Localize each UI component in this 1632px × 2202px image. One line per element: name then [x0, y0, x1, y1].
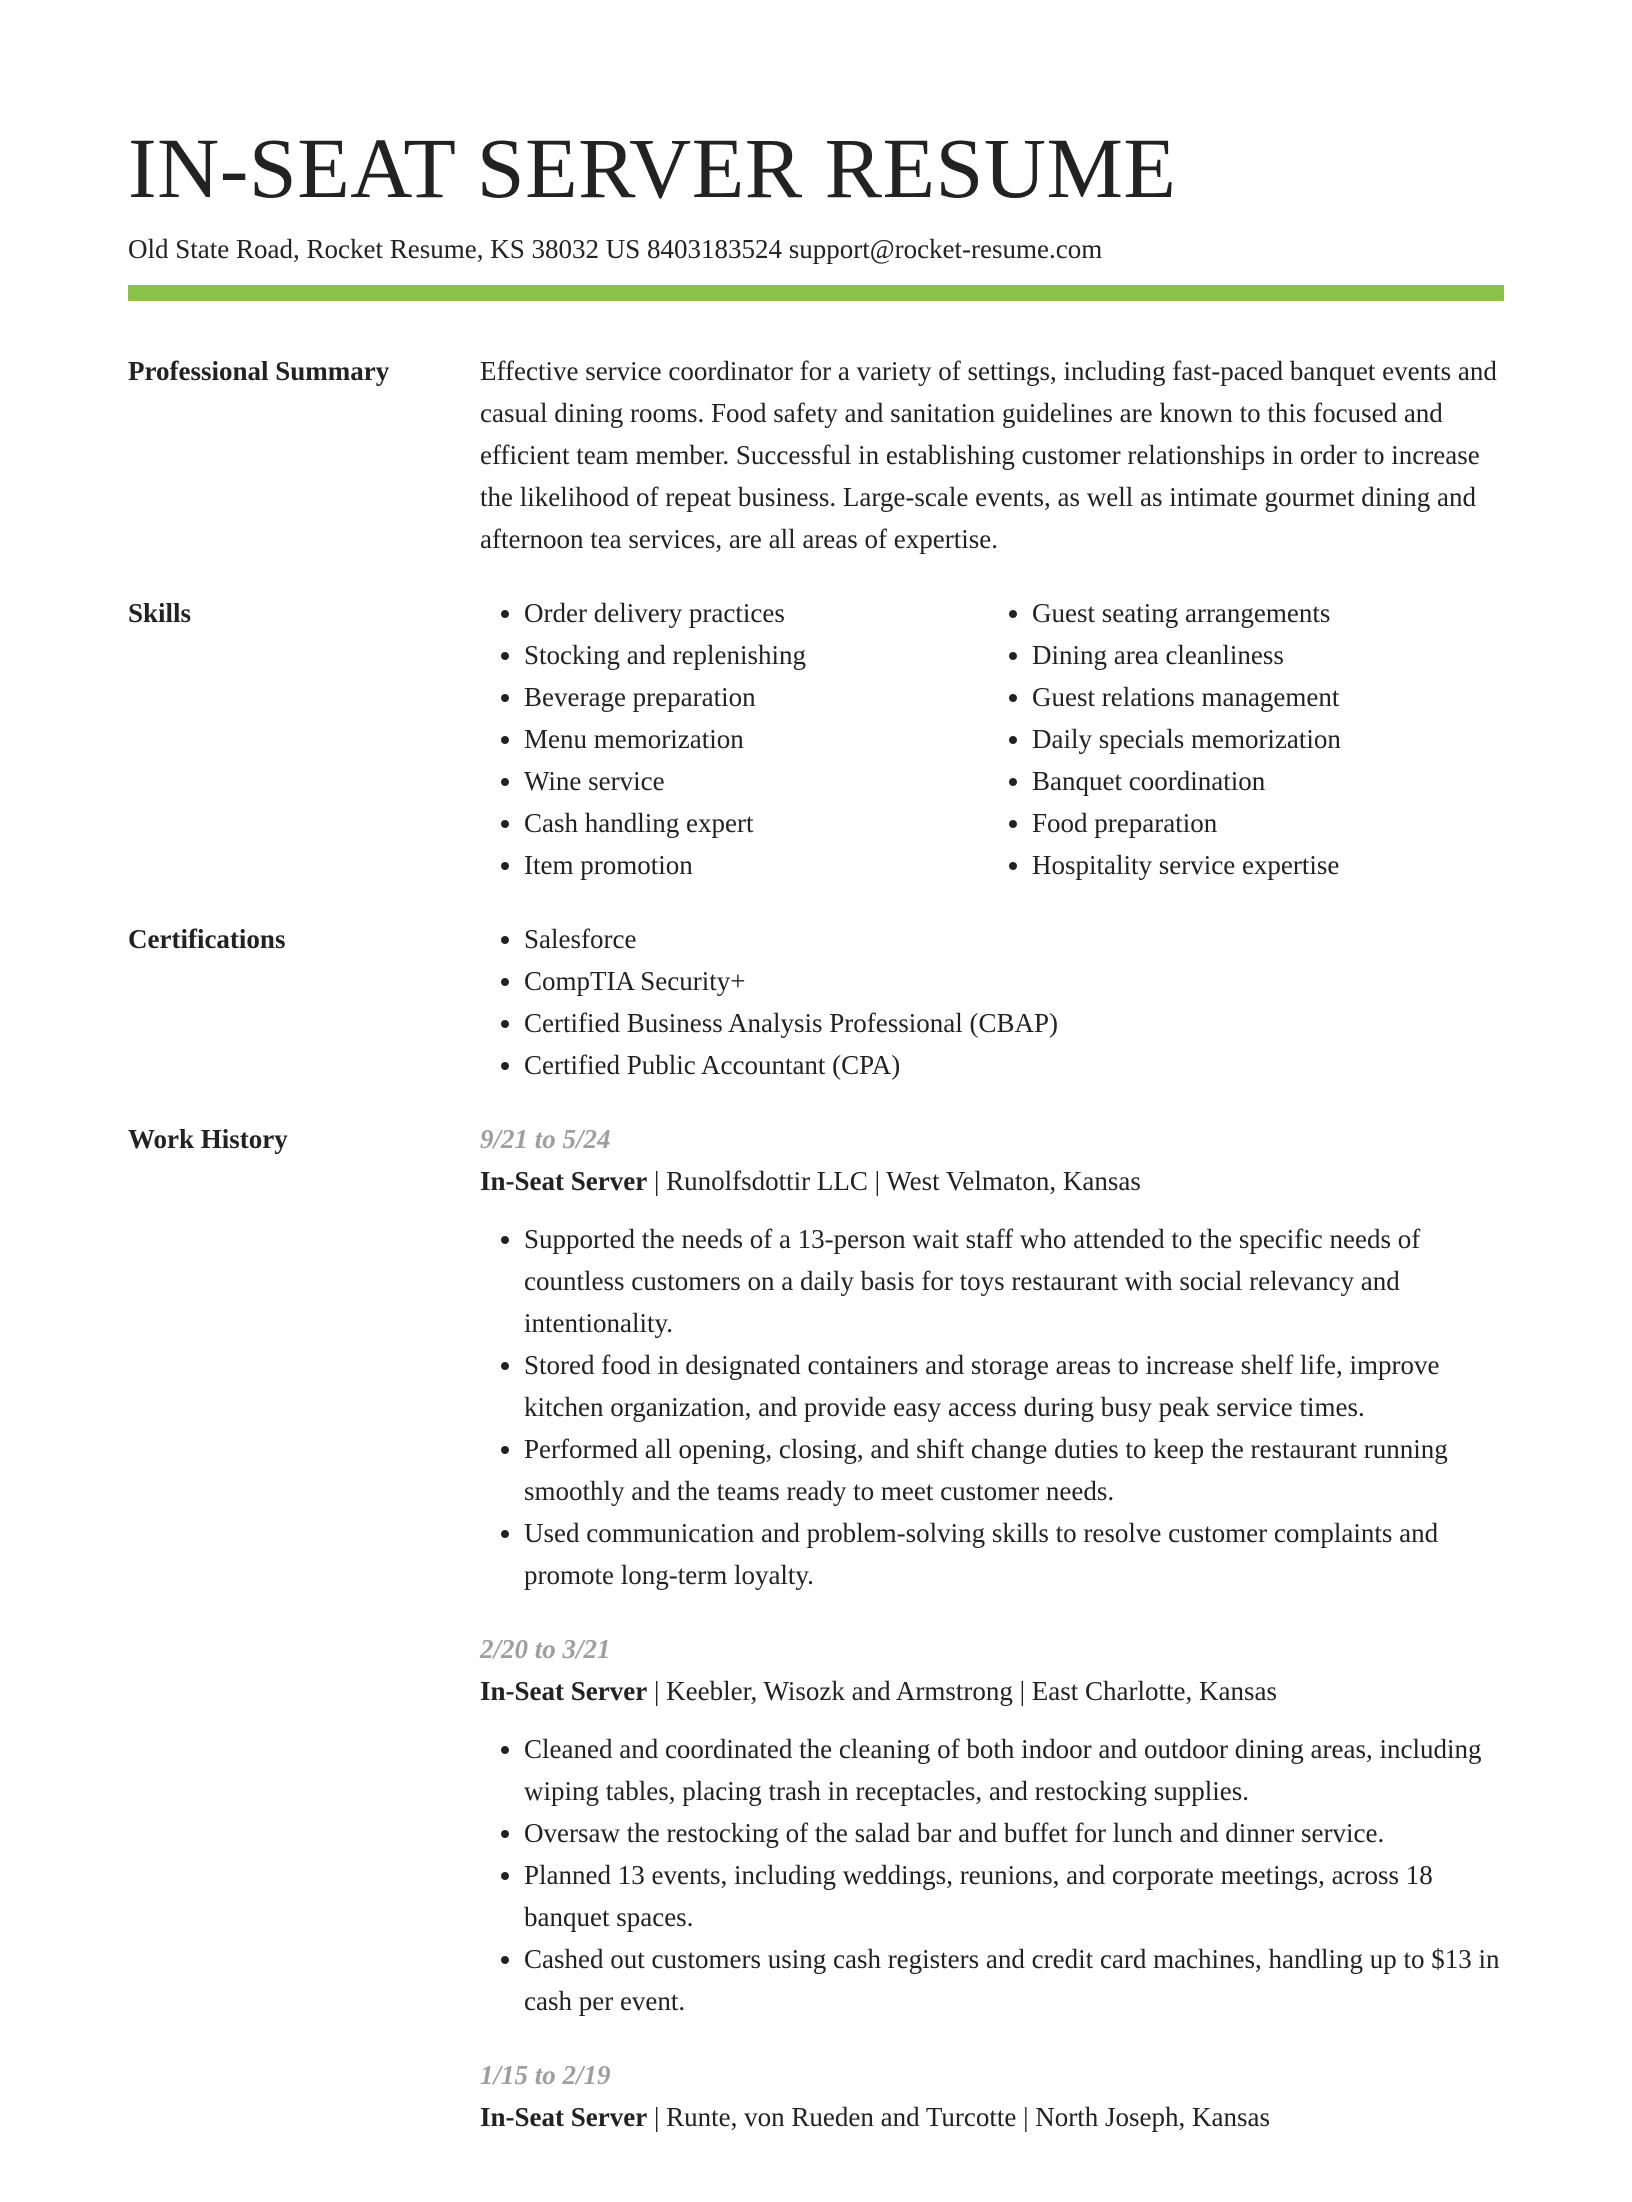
- skill-item: • Wine service: [524, 760, 984, 802]
- certifications-section: [128, 918, 1504, 1086]
- job-bullet: • Stored food in designated containers and storage areas to increase shelf life, improve kitchen organization, and provide easy access during busy peak service times.: [524, 1344, 1504, 1428]
- job-title: In-Seat Server: [480, 1676, 648, 1706]
- work-history-body: [480, 1118, 1504, 2170]
- skills-section: [128, 592, 1504, 886]
- job-heading: [480, 1160, 1504, 1202]
- job-bullet: • Performed all opening, closing, and shift change duties to keep the restaurant running smoothly and the teams ready to meet customer needs.: [524, 1428, 1504, 1512]
- work-history-section: [128, 1118, 1504, 2170]
- job-dates: 2/20 to 3/21: [480, 1634, 611, 1664]
- job-entry: [480, 1118, 1504, 1596]
- job-bullet: • Oversaw the restocking of the salad bar and buffet for lunch and dinner service.: [524, 1812, 1504, 1854]
- job-details: | Keebler, Wisozk and Armstrong | East Charlotte, Kansas: [647, 1676, 1277, 1706]
- skill-item: • Food preparation: [1032, 802, 1492, 844]
- skill-item: • Guest relations management: [1032, 676, 1492, 718]
- job-dates: 9/21 to 5/24: [480, 1124, 611, 1154]
- resume-sections: [128, 350, 1504, 2202]
- job-entry: [480, 1628, 1504, 2022]
- job-bullet: • Used communication and problem-solving skills to resolve customer complaints and promote long-term loyalty.: [524, 1512, 1504, 1596]
- certification-item: • Certified Business Analysis Professional (CBAP): [524, 1002, 1504, 1044]
- job-details: | Runolfsdottir LLC | West Velmaton, Kansas: [647, 1166, 1141, 1196]
- skills-list-left: [480, 592, 984, 886]
- skill-item: • Item promotion: [524, 844, 984, 886]
- skill-item: • Beverage preparation: [524, 676, 984, 718]
- job-bullet: • Cleaned and coordinated the cleaning of both indoor and outdoor dining areas, including wiping tables, placing trash in receptacles, and restocking supplies.: [524, 1728, 1504, 1812]
- skill-item: • Menu memorization: [524, 718, 984, 760]
- skill-item: • Guest seating arrangements: [1032, 592, 1492, 634]
- section-heading: Professional Summary: [128, 356, 390, 386]
- skills-list-right: [984, 592, 1492, 886]
- job-bullet: • Planned 13 events, including weddings, reunions, and corporate meetings, across 18 banquet spaces.: [524, 1854, 1504, 1938]
- certifications-body: [480, 918, 1504, 1086]
- section-heading: Skills: [128, 598, 192, 628]
- skill-item: • Cash handling expert: [524, 802, 984, 844]
- skill-item: • Banquet coordination: [1032, 760, 1492, 802]
- certification-item: • Salesforce: [524, 918, 1504, 960]
- skill-item: • Hospitality service expertise: [1032, 844, 1492, 886]
- job-title: In-Seat Server: [480, 1166, 648, 1196]
- skill-item: • Daily specials memorization: [1032, 718, 1492, 760]
- summary-section: [128, 350, 1504, 560]
- certifications-list: [480, 918, 1504, 1086]
- job-bullets: [480, 1728, 1504, 2022]
- job-bullet: • Cashed out customers using cash registers and credit card machines, handling up to $13 in cash per event.: [524, 1938, 1504, 2022]
- job-title: In-Seat Server: [480, 2102, 648, 2132]
- job-entry: [480, 2054, 1504, 2138]
- job-dates: 1/15 to 2/19: [480, 2060, 611, 2090]
- job-details: | Runte, von Rueden and Turcotte | North Joseph, Kansas: [647, 2102, 1270, 2132]
- section-heading: Certifications: [128, 924, 286, 954]
- skills-grid: [480, 592, 1504, 886]
- section-heading: Work History: [128, 1124, 288, 1154]
- summary-text: Effective service coordinator for a variety of settings, including fast-paced banquet events and casual dining rooms. Food safety and sanitation guidelines are known to this focused and efficient team member. Successful in establishing customer relationships in order to increase the likelihood of repeat business. Large-scale events, as well as intimate gourmet dining and afternoon tea services, are all areas of expertise.: [480, 356, 1497, 554]
- certification-item: • CompTIA Security+: [524, 960, 1504, 1002]
- job-heading: [480, 1670, 1504, 1712]
- job-bullets: [480, 1218, 1504, 1596]
- skill-item: • Order delivery practices: [524, 592, 984, 634]
- accent-divider: [128, 285, 1504, 301]
- job-bullet: • Supported the needs of a 13-person wait staff who attended to the specific needs of countless customers on a daily basis for toys restaurant with social relevancy and intentionality.: [524, 1218, 1504, 1344]
- summary-body: [480, 350, 1504, 560]
- page-title: IN-SEAT SERVER RESUME: [128, 120, 1177, 216]
- skill-item: • Stocking and replenishing: [524, 634, 984, 676]
- job-heading: [480, 2096, 1504, 2138]
- certification-item: • Certified Public Accountant (CPA): [524, 1044, 1504, 1086]
- contact-line: Old State Road, Rocket Resume, KS 38032 US 8403183524 support@rocket-resume.com: [128, 234, 1103, 264]
- skill-item: • Dining area cleanliness: [1032, 634, 1492, 676]
